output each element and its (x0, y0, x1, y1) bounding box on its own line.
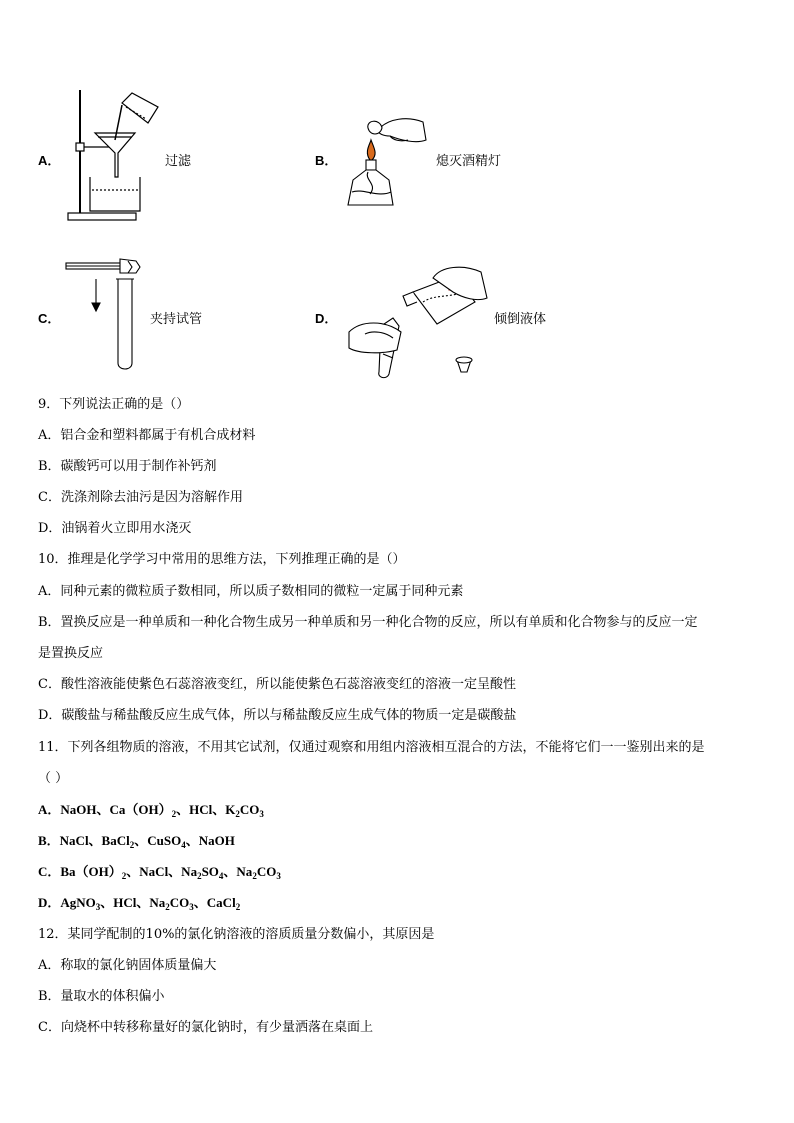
option-d-caption: 倾倒液体 (494, 312, 547, 327)
question-11-stem-line2: （ ） (38, 771, 69, 786)
question-11-option-d: D．AgNO$_3$、HCl、$Na_2CO_3$、CaCl$_2$ (38, 895, 241, 912)
option-b-letter: B． (315, 153, 338, 168)
question-10-option-a: A．同种元素的微粒质子数相同，所以质子数相同的微粒一定属于同种元素 (38, 584, 464, 599)
question-12-option-b: B．量取水的体积偏小 (38, 989, 165, 1004)
question-10-option-b-line2: 是置换反应 (38, 646, 104, 661)
alcohol-lamp-illustration (338, 110, 433, 215)
question-9-option-c: C．洗涤剂除去油污是因为溶解作用 (38, 490, 243, 505)
question-12-option-c: C．向烧杯中转移称量好的氯化钠时，有少量洒落在桌面上 (38, 1020, 373, 1035)
question-11-option-a: A．NaOH、$Ca(OH)_2$、HCl、$K_2CO_3$ (38, 802, 264, 819)
option-a-letter: A． (38, 153, 61, 168)
question-11-option-c: C．$Ba(OH)_2$、NaCl、$Na_2SO_4$、$Na_2CO_3$ (38, 864, 281, 881)
filtration-apparatus-illustration (60, 85, 170, 225)
option-a-caption: 过滤 (165, 154, 192, 169)
question-10-option-b-line1: B．置换反应是一种单质和一种化合物生成另一种单质和另一种化合物的反应，所以有单质和化合物参与的反应一定 (38, 615, 698, 630)
question-10-option-c: C．酸性溶液能使紫色石蕊溶液变红，所以能使紫色石蕊溶液变红的溶液一定呈酸性 (38, 677, 516, 692)
question-9-option-d: D．油锅着火立即用水浇灭 (38, 521, 192, 536)
question-11-option-b: B．NaCl、BaCl$_2$、CuSO$_4$、NaOH (38, 833, 235, 850)
question-10-option-d: D．碳酸盐与稀盐酸反应生成气体，所以与稀盐酸反应生成气体的物质一定是碳酸盐 (38, 708, 517, 723)
question-9-option-a: A．铝合金和塑料都属于有机合成材料 (38, 428, 256, 443)
question-9-stem: 9．下列说法正确的是（） (38, 397, 190, 412)
question-10-stem: 10．推理是化学学习中常用的思维方法，下列推理正确的是（） (38, 552, 406, 567)
question-12-stem: 12．某同学配制的10%的氯化钠溶液的溶质质量分数偏小，其原因是 (38, 927, 435, 942)
option-c-caption: 夹持试管 (150, 312, 203, 327)
question-9-option-b: B．碳酸钙可以用于制作补钙剂 (38, 459, 217, 474)
option-c-letter: C． (38, 311, 61, 326)
question-12-option-a: A．称取的氯化钠固体质量偏大 (38, 958, 217, 973)
test-tube-holder-illustration (62, 255, 147, 375)
option-b-caption: 熄灭酒精灯 (436, 154, 502, 169)
option-d-letter: D． (315, 311, 338, 326)
question-11-stem-line1: 11．下列各组物质的溶液，不用其它试剂，仅通过观察和用组内溶液相互混合的方法，不能将它们一一鉴别出来的是 (38, 740, 705, 755)
pouring-liquid-illustration (345, 262, 495, 382)
